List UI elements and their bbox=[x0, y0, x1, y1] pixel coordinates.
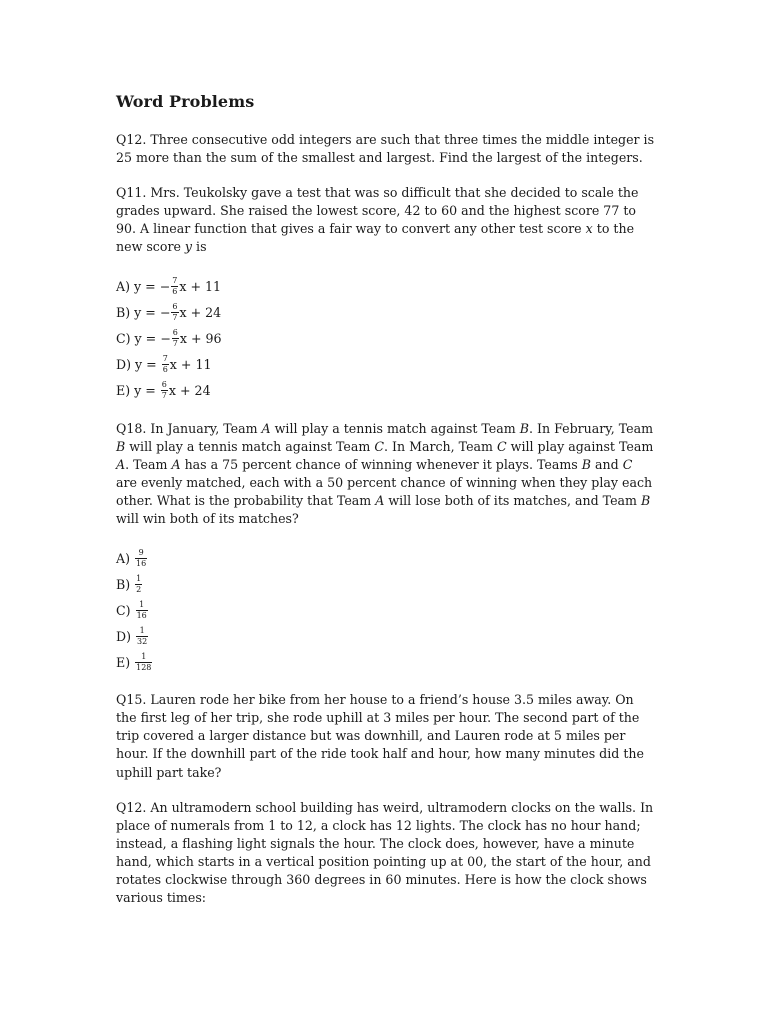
fraction bbox=[135, 549, 147, 568]
q18-text: . Team bbox=[125, 456, 172, 472]
choice-rest: x + 11 bbox=[169, 357, 212, 373]
fraction bbox=[171, 303, 178, 322]
q18-text: will win both of its matches? bbox=[116, 511, 299, 527]
fraction-numerator: 6 bbox=[172, 328, 178, 338]
q18-team: C bbox=[374, 438, 384, 454]
fraction bbox=[135, 653, 152, 672]
fraction bbox=[162, 355, 169, 374]
q11-var-y: y bbox=[184, 239, 193, 255]
document-page bbox=[116, 92, 656, 924]
fraction-numerator: 1 bbox=[139, 599, 145, 609]
fraction-numerator: 7 bbox=[172, 276, 178, 286]
q18-choice-c bbox=[116, 597, 656, 623]
question-q15-bike: Q15. Lauren rode her bike from her house to a friend’s house 3.5 miles away. On the first leg of her trip, she rode uphill at 3 miles per hour. The second part of the trip covered a larger distance but was downhill, and Lauren rode at 5 miles per hour. If the downhill part of the ride took half and hour, how many minutes did the uphill part take? bbox=[116, 692, 644, 780]
q18-choice-b bbox=[116, 571, 656, 597]
choice-rest: x + 24 bbox=[168, 383, 211, 399]
fraction bbox=[136, 601, 148, 620]
question-q12-clock: Q12. An ultramodern school building has weird, ultramodern clocks on the walls. In place of numerals from 1 to 12, a clock has 12 lights. The clock has no hour hand; instead, a flashing light signals the hour. The clock does, however, have a minute hand, which starts in a vertical position pointing up at 00, the start of the hour, and rotates clockwise through 360 degrees in 60 minutes. Here is how the clock shows various times: bbox=[116, 799, 654, 906]
fraction-numerator: 1 bbox=[139, 625, 145, 635]
q11-choice-a bbox=[116, 274, 656, 300]
fraction-denominator: 7 bbox=[172, 313, 178, 323]
choice-rest: x + 11 bbox=[179, 279, 222, 295]
fraction bbox=[136, 627, 148, 646]
fraction-denominator: 128 bbox=[136, 662, 152, 672]
choice-label: D) y = bbox=[116, 357, 161, 373]
fraction bbox=[161, 381, 168, 400]
choice-rest: x + 24 bbox=[179, 305, 222, 321]
q18-choice-e bbox=[116, 649, 656, 675]
choice-label: C) y = − bbox=[116, 331, 171, 347]
q18-text: . In February, Team bbox=[528, 420, 654, 436]
q11-choice-b bbox=[116, 300, 656, 326]
fraction-denominator: 6 bbox=[172, 287, 178, 297]
q18-text: Q18. In January, Team bbox=[116, 420, 262, 436]
q18-text: . In March, Team bbox=[383, 438, 498, 454]
choice-label: D) bbox=[116, 628, 136, 644]
choice-rest: x + 96 bbox=[179, 331, 222, 347]
q18-text: and bbox=[591, 456, 623, 472]
question-q11-test-score bbox=[116, 184, 656, 256]
q18-team: A bbox=[375, 492, 385, 508]
q18-choice-d bbox=[116, 623, 656, 649]
q18-text: will play a tennis match against Team bbox=[125, 438, 375, 454]
q18-team: B bbox=[519, 420, 529, 436]
fraction-denominator: 16 bbox=[136, 558, 147, 568]
q18-team: B bbox=[116, 438, 126, 454]
q11-text-2: to the new score bbox=[116, 221, 635, 255]
q18-choices bbox=[116, 545, 656, 675]
q18-team: B bbox=[581, 456, 592, 472]
fraction bbox=[171, 277, 178, 296]
q11-choice-d bbox=[116, 352, 656, 378]
fraction-numerator: 6 bbox=[161, 380, 167, 390]
q11-text-3: is bbox=[192, 239, 207, 255]
fraction bbox=[172, 329, 179, 348]
choice-label: A) bbox=[116, 550, 135, 566]
question-q12-odd-integers: Q12. Three consecutive odd integers are such that three times the middle integer is 25 more than the sum of the smallest and largest. Find the largest of the integers. bbox=[116, 132, 655, 166]
fraction-denominator: 16 bbox=[136, 610, 147, 620]
q18-team: C bbox=[497, 438, 507, 454]
q11-choice-e bbox=[116, 378, 656, 404]
fraction bbox=[135, 575, 142, 594]
choice-label: E) y = bbox=[116, 383, 160, 399]
choice-label: B) y = − bbox=[116, 305, 171, 321]
q18-text: are evenly matched, each with a 50 percent chance of winning when they play each other. What is the probability that Team bbox=[116, 474, 653, 508]
fraction-denominator: 7 bbox=[172, 339, 178, 349]
fraction-numerator: 7 bbox=[162, 354, 168, 364]
q11-choices bbox=[116, 274, 656, 404]
q18-text: has a 75 percent chance of winning whenever it plays. Teams bbox=[180, 456, 582, 472]
fraction-denominator: 2 bbox=[136, 584, 142, 594]
choice-label: A) y = − bbox=[116, 279, 171, 295]
q18-text: will play a tennis match against Team bbox=[270, 420, 520, 436]
fraction-numerator: 1 bbox=[141, 651, 147, 661]
fraction-denominator: 7 bbox=[161, 391, 167, 401]
q18-team: C bbox=[622, 456, 633, 472]
q18-team: A bbox=[171, 456, 181, 472]
q11-choice-c bbox=[116, 326, 656, 352]
fraction-numerator: 6 bbox=[172, 302, 178, 312]
choice-label: E) bbox=[116, 654, 135, 670]
q18-text: will play against Team bbox=[506, 438, 654, 454]
q18-team: B bbox=[640, 492, 651, 508]
q18-text: will lose both of its matches, and Team bbox=[384, 492, 641, 508]
fraction-numerator: 1 bbox=[136, 573, 142, 583]
fraction-denominator: 6 bbox=[162, 365, 168, 375]
q18-choice-a bbox=[116, 545, 656, 571]
q18-team: A bbox=[261, 420, 271, 436]
fraction-numerator: 9 bbox=[138, 547, 144, 557]
page-title: Word Problems bbox=[116, 92, 255, 111]
fraction-denominator: 32 bbox=[137, 636, 148, 646]
choice-label: B) bbox=[116, 576, 135, 592]
q18-team: A bbox=[116, 456, 126, 472]
question-q18-tennis bbox=[116, 420, 656, 529]
q11-text-1: Q11. Mrs. Teukolsky gave a test that was so difficult that she decided to scale the grades upward. She raised the lowest score, 42 to 60 and the highest score 77 to 90. A linear function that gives a fair way to convert any other test score bbox=[116, 185, 639, 237]
q11-var-x: x bbox=[585, 221, 593, 237]
choice-label: C) bbox=[116, 602, 135, 618]
